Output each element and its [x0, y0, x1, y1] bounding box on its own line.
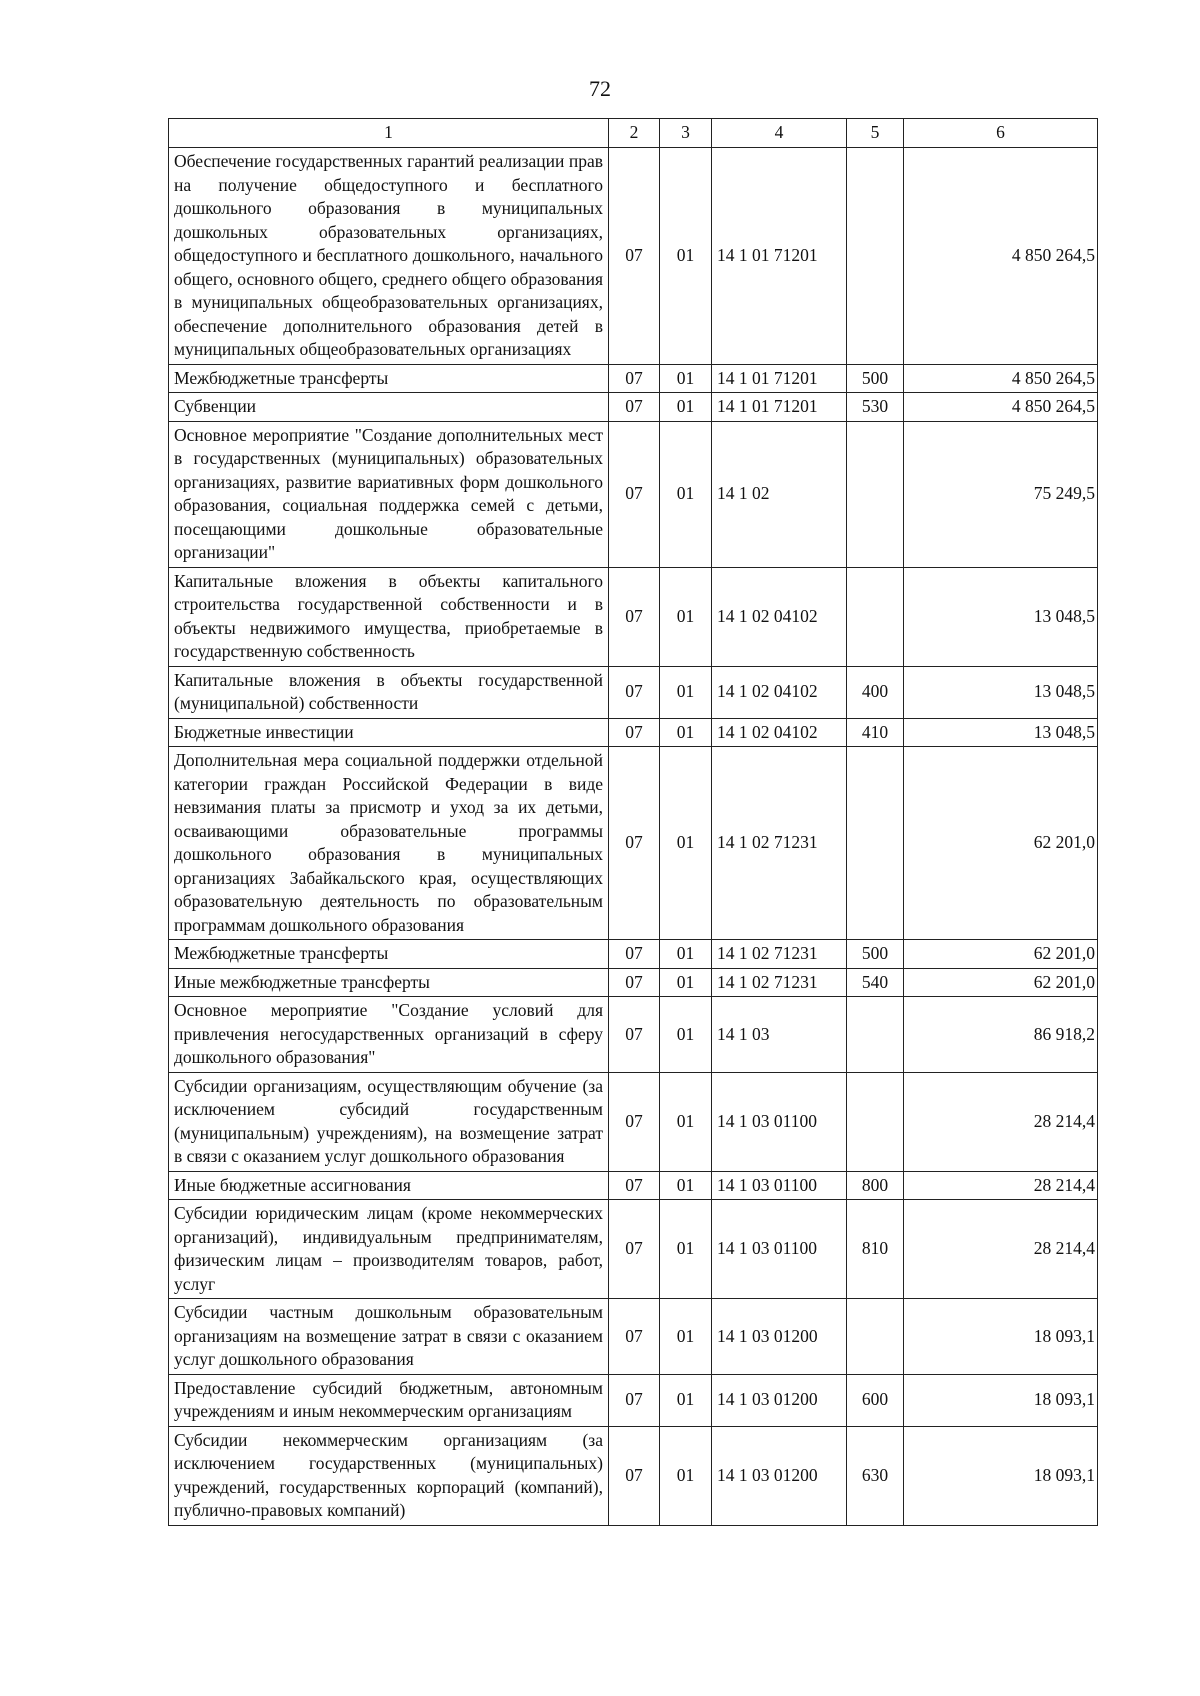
row-target-code: 14 1 02 04102 — [712, 666, 847, 718]
row-amount: 62 201,0 — [904, 968, 1098, 997]
row-subsection-code: 01 — [660, 393, 712, 422]
row-section-code: 07 — [609, 364, 660, 393]
row-expense-type-code: 810 — [847, 1200, 904, 1299]
row-amount: 86 918,2 — [904, 997, 1098, 1073]
header-col-3: 3 — [660, 119, 712, 148]
row-amount: 4 850 264,5 — [904, 148, 1098, 365]
row-subsection-code: 01 — [660, 1171, 712, 1200]
row-target-code: 14 1 03 01100 — [712, 1072, 847, 1171]
table-row — [169, 666, 1098, 718]
row-section-code: 07 — [609, 1426, 660, 1525]
row-amount: 18 093,1 — [904, 1374, 1098, 1426]
row-subsection-code: 01 — [660, 997, 712, 1073]
table-row — [169, 421, 1098, 567]
row-name: Капитальные вложения в объекты государственной (муниципальной) собственности — [169, 666, 609, 718]
row-target-code: 14 1 02 71231 — [712, 968, 847, 997]
row-name: Основное мероприятие "Создание дополнительных мест в государственных (муниципальных) образовательных организациях, развитие вариативных форм дошкольного образования, социальная поддержка семей с детьми, посещающими дошкольные образовательные организации" — [169, 421, 609, 567]
row-expense-type-code — [847, 567, 904, 666]
row-expense-type-code — [847, 148, 904, 365]
row-name: Бюджетные инвестиции — [169, 718, 609, 747]
row-expense-type-code: 600 — [847, 1374, 904, 1426]
row-section-code: 07 — [609, 997, 660, 1073]
row-subsection-code: 01 — [660, 567, 712, 666]
table-row — [169, 148, 1098, 365]
header-col-2: 2 — [609, 119, 660, 148]
row-expense-type-code: 630 — [847, 1426, 904, 1525]
row-target-code: 14 1 02 71231 — [712, 940, 847, 969]
table-row — [169, 747, 1098, 940]
row-target-code: 14 1 03 — [712, 997, 847, 1073]
row-section-code: 07 — [609, 718, 660, 747]
row-expense-type-code: 500 — [847, 940, 904, 969]
row-expense-type-code — [847, 747, 904, 940]
row-expense-type-code — [847, 421, 904, 567]
row-section-code: 07 — [609, 421, 660, 567]
row-expense-type-code — [847, 1299, 904, 1375]
table-row — [169, 968, 1098, 997]
row-subsection-code: 01 — [660, 1374, 712, 1426]
row-amount: 4 850 264,5 — [904, 364, 1098, 393]
row-name: Капитальные вложения в объекты капитального строительства государственной собственности и в объекты недвижимого имущества, приобретаемые в государственную собственность — [169, 567, 609, 666]
table-row — [169, 393, 1098, 422]
row-expense-type-code: 540 — [847, 968, 904, 997]
table-row — [169, 1171, 1098, 1200]
row-target-code: 14 1 01 71201 — [712, 393, 847, 422]
row-section-code: 07 — [609, 567, 660, 666]
row-subsection-code: 01 — [660, 940, 712, 969]
row-subsection-code: 01 — [660, 718, 712, 747]
row-target-code: 14 1 02 71231 — [712, 747, 847, 940]
header-col-1: 1 — [169, 119, 609, 148]
row-name: Субсидии частным дошкольным образовательным организациям на возмещение затрат в связи с оказанием услуг дошкольного образования — [169, 1299, 609, 1375]
row-name: Дополнительная мера социальной поддержки отдельной категории граждан Российской Федерации в виде невзимания платы за присмотр и уход за их детьми, осваивающими образовательные программы дошкольного образования в муниципальных организациях Забайкальского края, осуществляющих образовательную деятельность по образовательным программам дошкольного образования — [169, 747, 609, 940]
row-section-code: 07 — [609, 666, 660, 718]
row-amount: 4 850 264,5 — [904, 393, 1098, 422]
row-subsection-code: 01 — [660, 968, 712, 997]
row-expense-type-code: 410 — [847, 718, 904, 747]
row-section-code: 07 — [609, 1299, 660, 1375]
row-target-code: 14 1 03 01200 — [712, 1426, 847, 1525]
table-row — [169, 1200, 1098, 1299]
row-name: Субсидии организациям, осуществляющим обучение (за исключением субсидий государственным (муниципальным) учреждениям), на возмещение затрат в связи с оказанием услуг дошкольного образования — [169, 1072, 609, 1171]
table-row — [169, 1374, 1098, 1426]
row-section-code: 07 — [609, 148, 660, 365]
row-target-code: 14 1 03 01100 — [712, 1200, 847, 1299]
row-subsection-code: 01 — [660, 1299, 712, 1375]
table-header-row — [169, 119, 1098, 148]
row-amount: 13 048,5 — [904, 718, 1098, 747]
table-row — [169, 1072, 1098, 1171]
table-row — [169, 940, 1098, 969]
row-amount: 62 201,0 — [904, 940, 1098, 969]
table-row — [169, 567, 1098, 666]
row-amount: 18 093,1 — [904, 1426, 1098, 1525]
row-name: Предоставление субсидий бюджетным, автономным учреждениям и иным некоммерческим организациям — [169, 1374, 609, 1426]
row-name: Межбюджетные трансферты — [169, 364, 609, 393]
budget-table — [168, 118, 1098, 1526]
row-name: Иные бюджетные ассигнования — [169, 1171, 609, 1200]
row-subsection-code: 01 — [660, 666, 712, 718]
row-name: Субсидии юридическим лицам (кроме некоммерческих организаций), индивидуальным предпринимателям, физическим лицам – производителям товаров, работ, услуг — [169, 1200, 609, 1299]
table-row — [169, 1299, 1098, 1375]
row-subsection-code: 01 — [660, 747, 712, 940]
row-expense-type-code: 800 — [847, 1171, 904, 1200]
row-amount: 13 048,5 — [904, 567, 1098, 666]
row-amount: 28 214,4 — [904, 1171, 1098, 1200]
row-amount: 18 093,1 — [904, 1299, 1098, 1375]
row-expense-type-code — [847, 1072, 904, 1171]
row-subsection-code: 01 — [660, 148, 712, 365]
row-subsection-code: 01 — [660, 1200, 712, 1299]
row-subsection-code: 01 — [660, 421, 712, 567]
row-target-code: 14 1 01 71201 — [712, 364, 847, 393]
row-subsection-code: 01 — [660, 364, 712, 393]
page-number: 72 — [589, 76, 611, 101]
row-expense-type-code — [847, 997, 904, 1073]
row-name: Субсидии некоммерческим организациям (за исключением государственных (муниципальных) учреждений, государственных корпораций (компаний), публично-правовых компаний) — [169, 1426, 609, 1525]
row-subsection-code: 01 — [660, 1426, 712, 1525]
budget-table-container — [168, 118, 1098, 1526]
row-target-code: 14 1 03 01200 — [712, 1299, 847, 1375]
row-target-code: 14 1 02 04102 — [712, 567, 847, 666]
row-amount: 62 201,0 — [904, 747, 1098, 940]
row-expense-type-code: 500 — [847, 364, 904, 393]
row-target-code: 14 1 02 04102 — [712, 718, 847, 747]
table-row — [169, 997, 1098, 1073]
row-amount: 13 048,5 — [904, 666, 1098, 718]
row-amount: 28 214,4 — [904, 1200, 1098, 1299]
table-row — [169, 1426, 1098, 1525]
row-amount: 28 214,4 — [904, 1072, 1098, 1171]
row-target-code: 14 1 03 01200 — [712, 1374, 847, 1426]
header-col-4: 4 — [712, 119, 847, 148]
row-section-code: 07 — [609, 393, 660, 422]
row-target-code: 14 1 01 71201 — [712, 148, 847, 365]
table-body — [169, 148, 1098, 1526]
row-name: Основное мероприятие "Создание условий для привлечения негосударственных организаций в сферу дошкольного образования" — [169, 997, 609, 1073]
row-expense-type-code: 530 — [847, 393, 904, 422]
row-section-code: 07 — [609, 968, 660, 997]
row-section-code: 07 — [609, 747, 660, 940]
row-expense-type-code: 400 — [847, 666, 904, 718]
row-section-code: 07 — [609, 1200, 660, 1299]
table-row — [169, 718, 1098, 747]
table-row — [169, 364, 1098, 393]
row-section-code: 07 — [609, 1072, 660, 1171]
row-name: Иные межбюджетные трансферты — [169, 968, 609, 997]
header-col-5: 5 — [847, 119, 904, 148]
row-subsection-code: 01 — [660, 1072, 712, 1171]
header-col-6: 6 — [904, 119, 1098, 148]
row-name: Межбюджетные трансферты — [169, 940, 609, 969]
row-section-code: 07 — [609, 1171, 660, 1200]
row-amount: 75 249,5 — [904, 421, 1098, 567]
row-name: Обеспечение государственных гарантий реализации прав на получение общедоступного и бесплатного дошкольного образования в муниципальных дошкольных образовательных организациях, общедоступного и бесплатного дошкольного, начального общего, основного общего, среднего общего образования в муниципальных общеобразовательных организациях, обеспечение дополнительного образования детей в муниципальных общеобразовательных организациях — [169, 148, 609, 365]
row-section-code: 07 — [609, 940, 660, 969]
row-section-code: 07 — [609, 1374, 660, 1426]
row-name: Субвенции — [169, 393, 609, 422]
row-target-code: 14 1 02 — [712, 421, 847, 567]
row-target-code: 14 1 03 01100 — [712, 1171, 847, 1200]
